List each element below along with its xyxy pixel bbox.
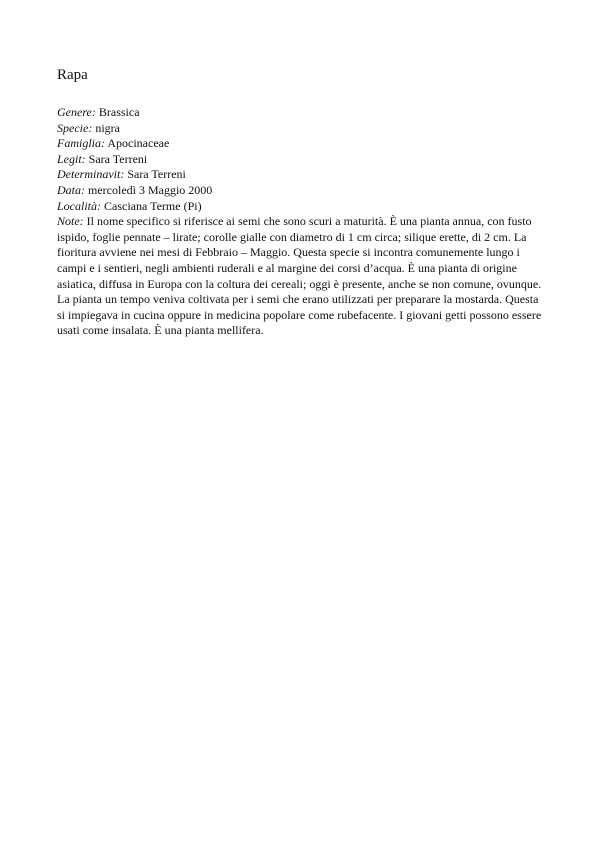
note-text: Il nome specifico si riferisce ai semi che sono scuri a maturità. È una pianta annua, con fusto ispido, foglie pennate – lirate; corolle gialle con diametro di 1 cm circa; silique erette, di 2 cm. La fioritura avviene nei mesi di Febbraio – Maggio. Questa specie si incontra comunemente lungo i campi e i sentieri, negli ambienti ruderali e al margine dei corsi d’acqua. È una pianta di origine asiatica, diffusa in Europa con la coltura dei cereali; oggi è presente, anche se non comune, ovunque. La pianta un tempo veniva coltivata per i semi che erano utilizzati per preparare la mostarda. Questa si impiegava in cucina oppure in medicina popolare come rubefacente. I giovani getti possono essere usati come insalata. È una pianta mellifera. — [57, 214, 542, 338]
field-value: Apocinaceae — [107, 136, 170, 151]
field-label: Località: — [57, 198, 101, 213]
field-specie — [57, 121, 547, 137]
field-label: Determinavit: — [57, 167, 125, 182]
field-label: Legit: — [57, 151, 86, 166]
note-paragraph — [57, 214, 547, 339]
specimen-fields — [57, 105, 547, 339]
field-localita — [57, 199, 547, 215]
field-legit — [57, 152, 547, 168]
field-data — [57, 183, 547, 199]
field-value: Casciana Terme (Pi) — [104, 198, 202, 213]
field-label: Famiglia: — [57, 136, 105, 151]
field-value: Brassica — [98, 105, 140, 119]
field-label: Specie: — [57, 120, 93, 135]
page-title: Rapa — [57, 67, 88, 83]
field-famiglia — [57, 136, 547, 152]
field-value: Sara Terreni — [127, 167, 186, 182]
field-value: Sara Terreni — [88, 151, 148, 166]
field-value: mercoledì 3 Maggio 2000 — [88, 182, 213, 197]
field-determinavit — [57, 167, 547, 183]
field-label: Genere: — [57, 105, 96, 119]
field-genere — [57, 105, 547, 121]
document-page — [57, 66, 547, 339]
note-label: Note: — [57, 214, 84, 229]
field-label: Data: — [57, 182, 85, 197]
field-value: nigra — [95, 120, 120, 135]
